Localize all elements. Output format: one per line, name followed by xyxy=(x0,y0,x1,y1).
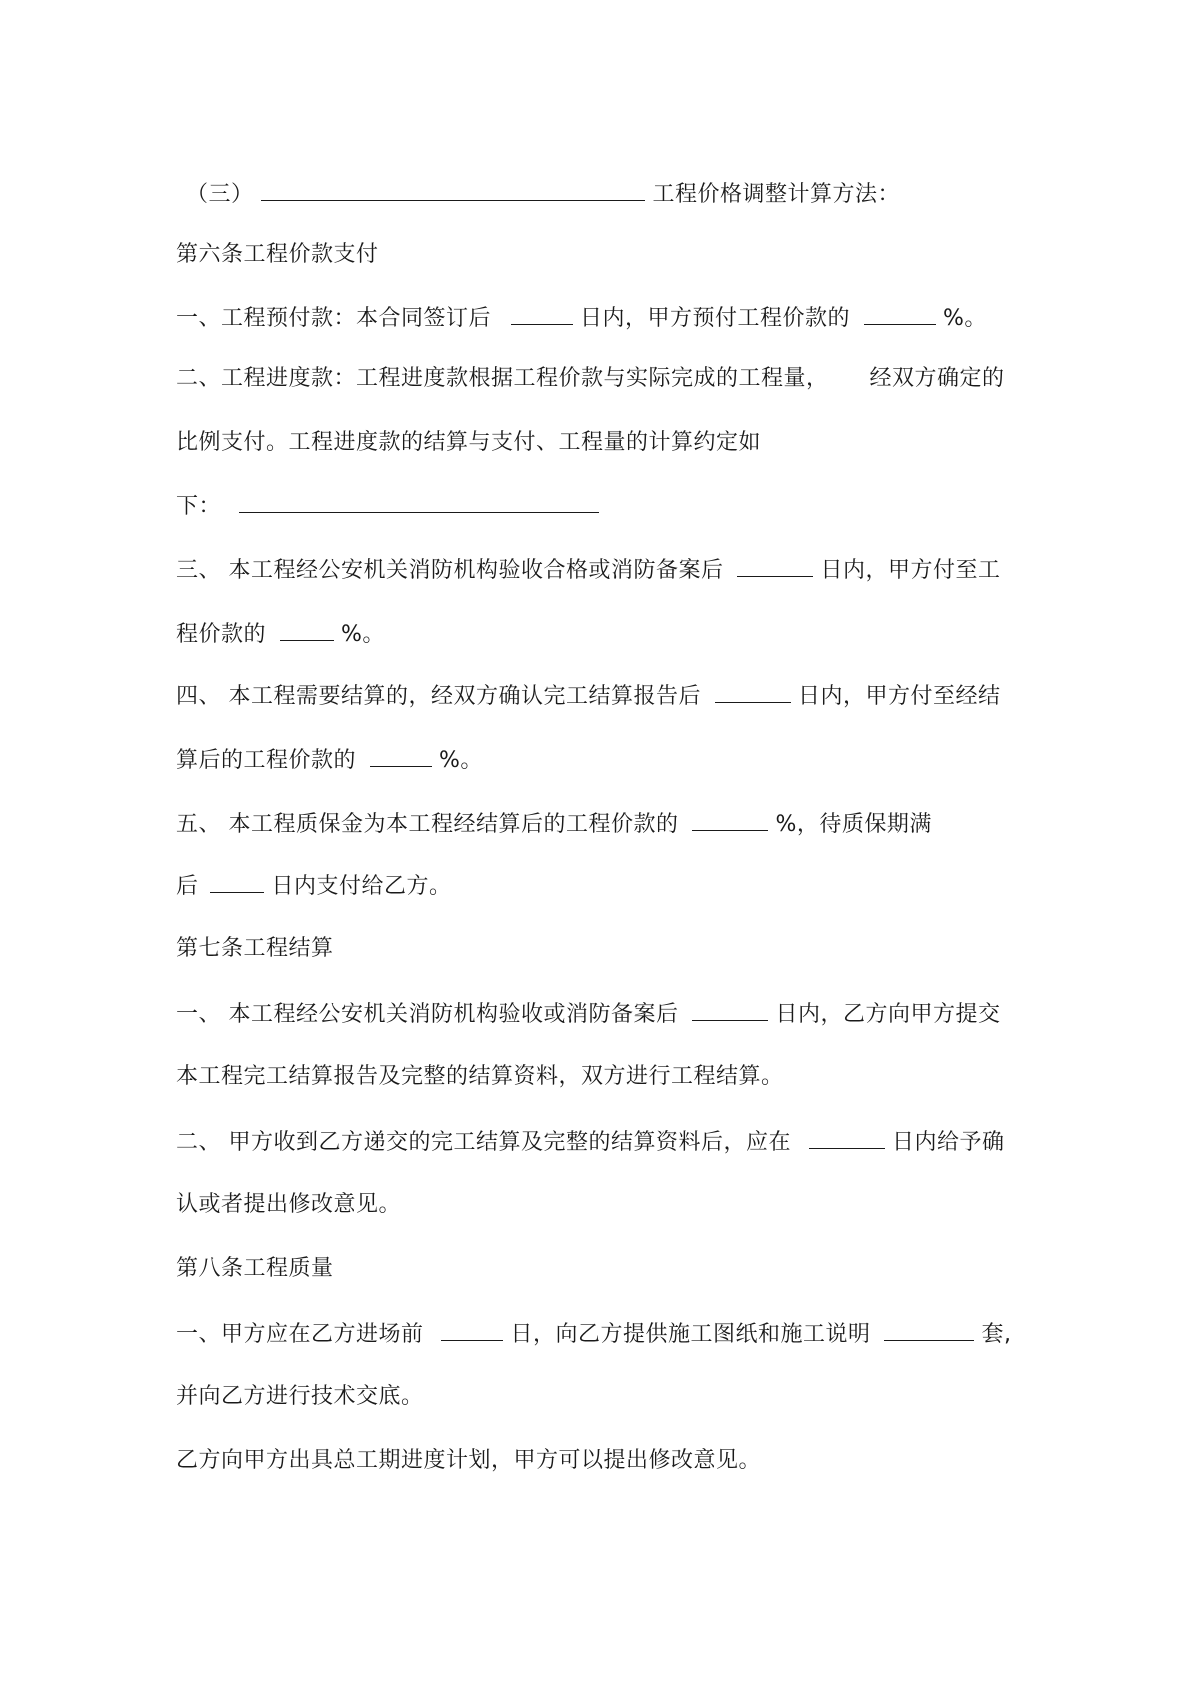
text-segment: 日内，甲方付至经结 xyxy=(798,684,1001,709)
text-segment: 后 xyxy=(176,874,199,899)
article-8-item-1-line-2: 并向乙方进行技术交底。 xyxy=(176,1384,424,1409)
blank-field[interactable] xyxy=(239,490,599,513)
text-segment: 一、工程预付款：本合同签订后 xyxy=(176,306,492,331)
text-segment: 下： xyxy=(176,494,222,519)
article-6-item-2-line-3 xyxy=(176,490,599,522)
article-6-item-4-line-1 xyxy=(176,680,1001,712)
article-8-heading: 第八条工程质量 xyxy=(176,1256,334,1281)
clause-3-prefix: （三） xyxy=(186,182,254,207)
text-segment: 三、 本工程经公安机关消防机构验收合格或消防备案后 xyxy=(176,558,724,583)
blank-field[interactable] xyxy=(210,870,264,893)
text-segment: 一、甲方应在乙方进场前 xyxy=(176,1322,424,1347)
text-segment: 程价款的 xyxy=(176,622,267,647)
article-8-paragraph: 乙方向甲方出具总工期进度计划，甲方可以提出修改意见。 xyxy=(176,1448,762,1473)
blank-field[interactable] xyxy=(864,302,936,325)
article-6-item-2-line-2: 比例支付。工程进度款的结算与支付、工程量的计算约定如 xyxy=(176,430,762,455)
text-segment: 套, xyxy=(981,1322,1012,1347)
text-segment: 日内，甲方付至工 xyxy=(820,558,1001,583)
article-7-heading: 第七条工程结算 xyxy=(176,936,334,961)
text-segment: 二、 甲方收到乙方递交的完工结算及完整的结算资料后，应在 xyxy=(176,1130,791,1155)
text-segment: 日内，甲方预付工程价款的 xyxy=(580,306,851,331)
clause-3-suffix: 工程价格调整计算方法： xyxy=(652,182,901,207)
blank-field[interactable] xyxy=(692,808,768,831)
text-segment: %。 xyxy=(943,306,987,331)
blank-field[interactable] xyxy=(280,618,334,641)
blank-field[interactable] xyxy=(441,1318,503,1341)
article-6-heading: 第六条工程价款支付 xyxy=(176,242,379,267)
clause-3-line xyxy=(186,178,900,210)
blank-field[interactable] xyxy=(737,554,813,577)
text-segment: 算后的工程价款的 xyxy=(176,748,357,773)
article-6-item-5-line-1 xyxy=(176,808,932,840)
blank-field[interactable] xyxy=(692,998,768,1021)
text-segment: 五、 本工程质保金为本工程经结算后的工程价款的 xyxy=(176,812,679,837)
article-8-item-1-line-1 xyxy=(176,1318,1012,1350)
text-segment: %。 xyxy=(439,748,483,773)
article-6-item-2-line-1 xyxy=(176,364,1005,394)
text-segment: 日内，乙方向甲方提交 xyxy=(775,1002,1001,1027)
text-segment: 四、 本工程需要结算的，经双方确认完工结算报告后 xyxy=(176,684,701,709)
text-segment: %。 xyxy=(341,622,385,647)
article-6-item-5-line-2 xyxy=(176,870,452,902)
blank-field[interactable] xyxy=(261,178,645,201)
blank-field[interactable] xyxy=(511,302,573,325)
blank-field[interactable] xyxy=(884,1318,974,1341)
article-6-item-3-line-2 xyxy=(176,618,385,650)
article-7-item-2-line-1 xyxy=(176,1126,1005,1158)
article-6-item-4-line-2 xyxy=(176,744,483,776)
text-segment: 二、工程进度款：工程进度款根据工程价款与实际完成的工程量， xyxy=(176,366,829,391)
blank-field[interactable] xyxy=(809,1126,885,1149)
article-6-item-3-line-1 xyxy=(176,554,1001,586)
text-segment: 一、 本工程经公安机关消防机构验收或消防备案后 xyxy=(176,1002,679,1027)
blank-field[interactable] xyxy=(715,680,791,703)
text-segment: 经双方确定的 xyxy=(869,366,1005,391)
article-7-item-1-line-1 xyxy=(176,998,1001,1030)
article-7-item-2-line-2: 认或者提出修改意见。 xyxy=(176,1192,402,1217)
article-7-item-1-line-2: 本工程完工结算报告及完整的结算资料，双方进行工程结算。 xyxy=(176,1064,784,1089)
text-segment: 日，向乙方提供施工图纸和施工说明 xyxy=(510,1322,871,1347)
blank-field[interactable] xyxy=(370,744,432,767)
text-segment: 日内支付给乙方。 xyxy=(271,874,452,899)
text-segment: 日内给予确 xyxy=(892,1130,1005,1155)
article-6-item-1 xyxy=(176,302,987,334)
text-segment: %，待质保期满 xyxy=(775,812,932,837)
